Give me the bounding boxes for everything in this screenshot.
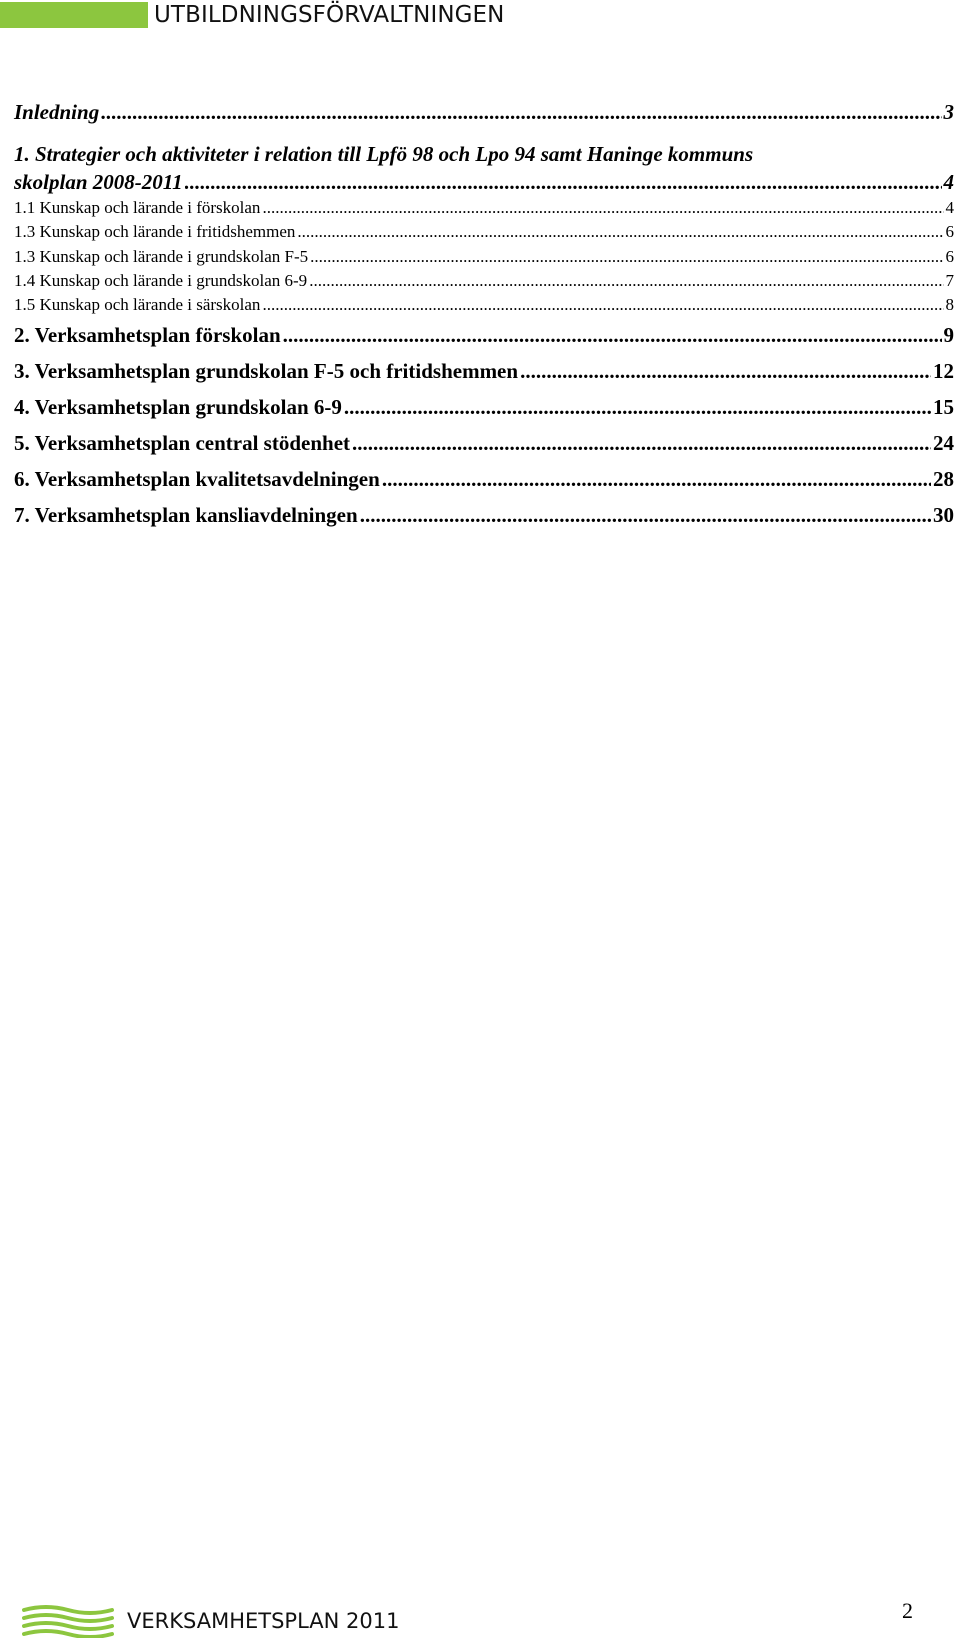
header-title: UTBILDNINGSFÖRVALTNINGEN — [154, 2, 505, 28]
toc-entry-label: 1.4 Kunskap och lärande i grundskolan 6-9 — [14, 271, 308, 290]
toc-entry-page: 15 — [933, 395, 954, 419]
toc-entry-1-3-fritidshemmen[interactable] — [14, 222, 954, 242]
toc-entry-label: 3. Verksamhetsplan grundskolan F-5 och fritidshemmen — [14, 359, 519, 383]
toc-entry-strategier-line1[interactable]: 1. Strategier och aktiviteter i relation till Lpfö 98 och Lpo 94 samt Haninge kommuns — [14, 142, 754, 166]
toc-entry-label: Inledning — [14, 100, 100, 124]
toc-entry-3[interactable] — [14, 359, 954, 384]
toc-entry-page: 8 — [945, 295, 954, 314]
toc-leader-dots — [262, 198, 943, 218]
toc-entry-strategier[interactable] — [14, 170, 954, 195]
toc-entry-5[interactable] — [14, 431, 954, 456]
toc-entry-page: 9 — [943, 323, 954, 347]
toc-leader-dots — [101, 100, 941, 125]
toc-entry-page: 4 — [943, 170, 954, 194]
toc-entry-label: 7. Verksamhetsplan kansliavdelningen — [14, 503, 358, 527]
toc-entry-1-4[interactable] — [14, 271, 954, 291]
toc-entry-1-1[interactable] — [14, 198, 954, 218]
toc-leader-dots — [344, 395, 931, 420]
toc-entry-page: 12 — [933, 359, 954, 383]
toc-leader-dots — [283, 323, 942, 348]
toc-entry-inledning[interactable] — [14, 100, 954, 125]
toc-leader-dots — [185, 170, 942, 195]
toc-entry-page: 30 — [933, 503, 954, 527]
toc-entry-1-3-grundskolan[interactable] — [14, 247, 954, 267]
green-waves-logo-icon — [22, 1604, 114, 1638]
toc-entry-page: 7 — [945, 271, 954, 290]
toc-entry-page: 6 — [945, 247, 954, 266]
toc-leader-dots — [309, 271, 943, 291]
toc-leader-dots — [360, 503, 931, 528]
toc-entry-2[interactable] — [14, 323, 954, 348]
toc-entry-page: 3 — [943, 100, 954, 124]
toc-entry-label: 5. Verksamhetsplan central stödenhet — [14, 431, 351, 455]
toc-entry-page: 24 — [933, 431, 954, 455]
toc-entry-label: 4. Verksamhetsplan grundskolan 6-9 — [14, 395, 342, 419]
toc-leader-dots — [262, 295, 943, 315]
toc-entry-page: 6 — [945, 222, 954, 241]
toc-entry-7[interactable] — [14, 503, 954, 528]
toc-entry-label: 2. Verksamhetsplan förskolan — [14, 323, 281, 347]
toc-entry-4[interactable] — [14, 395, 954, 420]
footer-title: VERKSAMHETSPLAN 2011 — [127, 1609, 400, 1633]
toc-entry-6[interactable] — [14, 467, 954, 492]
toc-entry-1-5[interactable] — [14, 295, 954, 315]
toc-leader-dots — [382, 467, 931, 492]
toc-leader-dots — [520, 359, 931, 384]
toc-entry-label: skolplan 2008-2011 — [14, 170, 183, 194]
toc-entry-label: 1.3 Kunskap och lärande i fritidshemmen — [14, 222, 296, 241]
toc-leader-dots — [352, 431, 931, 456]
toc-entry-label: 6. Verksamhetsplan kvalitetsavdelningen — [14, 467, 380, 491]
toc-leader-dots — [310, 247, 943, 267]
toc-entry-label: 1.3 Kunskap och lärande i grundskolan F-5 — [14, 247, 309, 266]
toc-leader-dots — [297, 222, 943, 242]
toc-entry-page: 28 — [933, 467, 954, 491]
header-accent-bar — [0, 2, 148, 28]
toc-entry-label: 1.5 Kunskap och lärande i särskolan — [14, 295, 261, 314]
toc-entry-label: 1.1 Kunskap och lärande i förskolan — [14, 198, 261, 217]
footer-page-number: 2 — [902, 1598, 913, 1623]
toc-entry-page: 4 — [945, 198, 954, 217]
